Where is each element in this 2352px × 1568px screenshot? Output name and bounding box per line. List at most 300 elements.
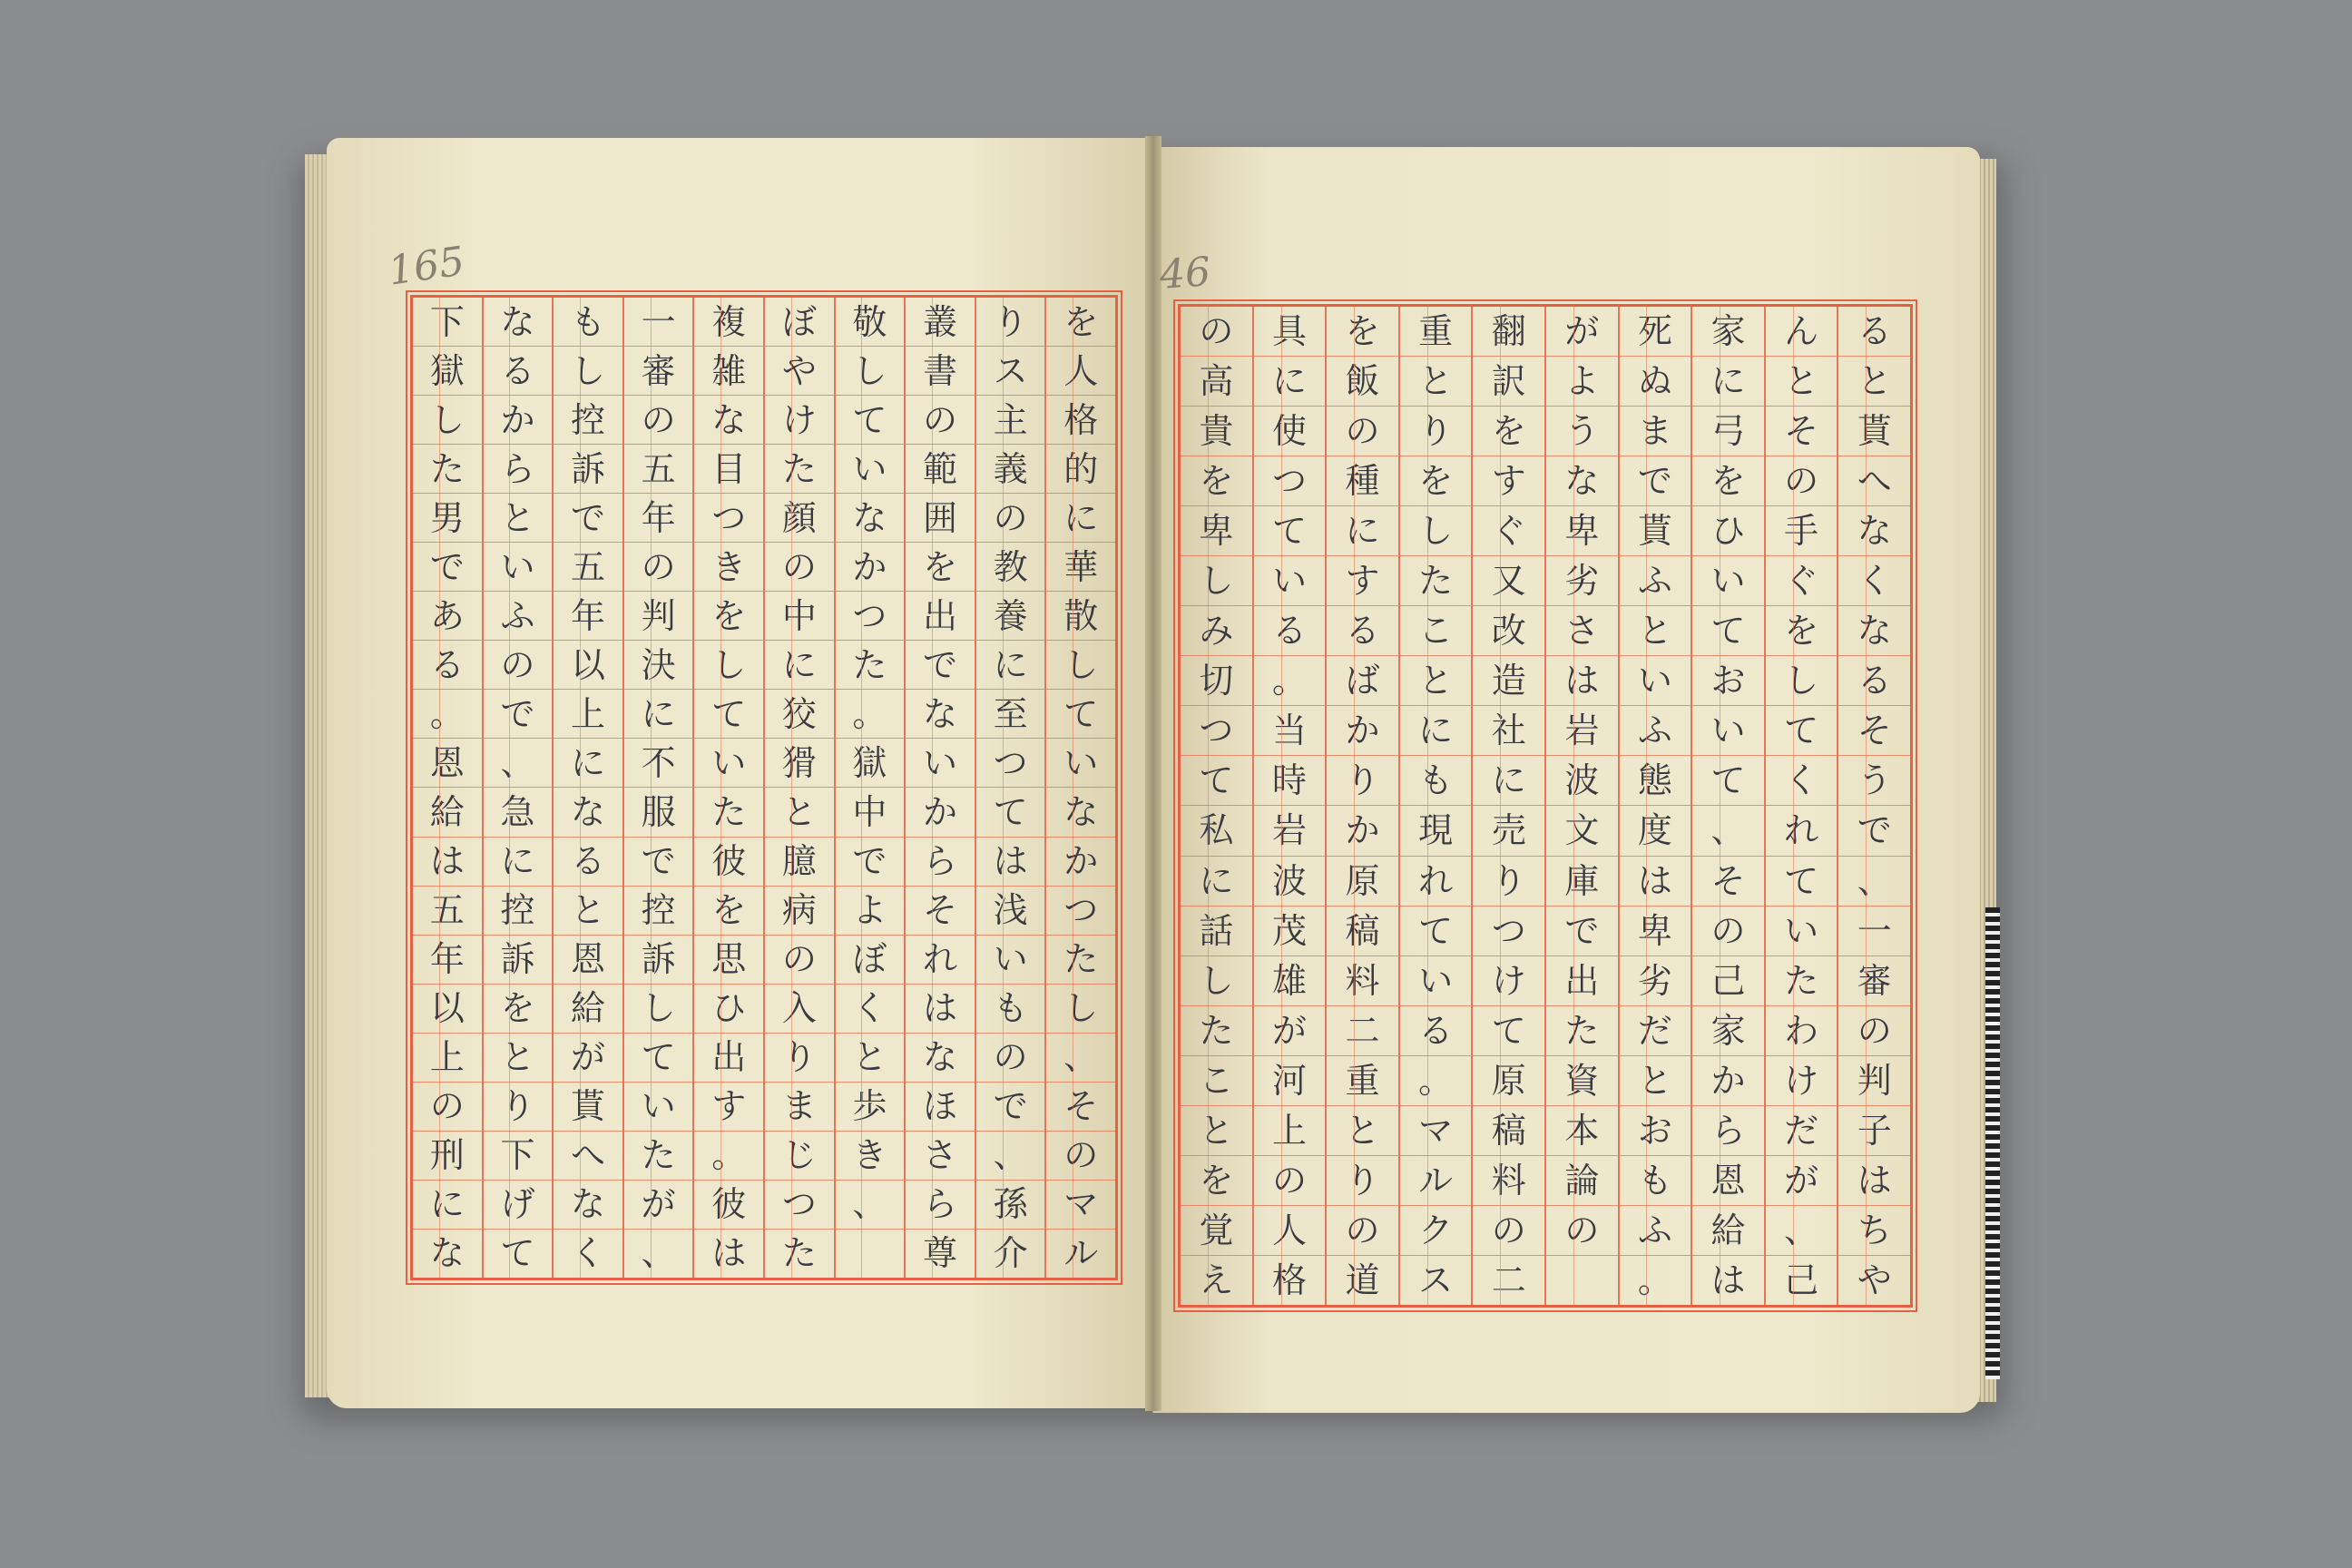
manuscript-cell: 判 [624, 592, 693, 641]
manuscript-column [904, 298, 975, 1278]
manuscript-cell: つ [1254, 456, 1326, 506]
manuscript-cell: 一 [1838, 906, 1910, 956]
manuscript-cell: 劣 [1546, 556, 1618, 606]
manuscript-cell: の [484, 641, 553, 690]
manuscript-cell: 浅 [976, 887, 1045, 936]
manuscript-cell: 。 [694, 1132, 763, 1181]
manuscript-cell: 原 [1473, 1056, 1544, 1106]
manuscript-column [763, 298, 834, 1278]
manuscript-cell: な [836, 494, 905, 543]
manuscript-cell: を [1181, 456, 1252, 506]
right-page-number: 46 [1158, 249, 1212, 299]
manuscript-cell: る [1838, 656, 1910, 706]
manuscript-column [975, 298, 1045, 1278]
manuscript-cell: い [1766, 906, 1838, 956]
manuscript-cell: 控 [554, 396, 622, 445]
manuscript-cell: り [1473, 857, 1544, 906]
manuscript-cell: り [1327, 1156, 1398, 1206]
manuscript-cell: に [1046, 494, 1115, 543]
manuscript-cell: 出 [694, 1034, 763, 1083]
manuscript-cell: き [836, 1132, 905, 1181]
manuscript-cell: 原 [1327, 857, 1398, 906]
manuscript-cell: よ [836, 887, 905, 936]
manuscript-cell: 、 [641, 1233, 676, 1274]
manuscript-cell: で [1838, 806, 1910, 856]
manuscript-cell: で [1546, 906, 1618, 956]
manuscript-cell: を [694, 887, 763, 936]
manuscript-column [1471, 307, 1544, 1305]
manuscript-cell: 臆 [765, 838, 834, 887]
manuscript-cell: 雑 [694, 347, 763, 396]
manuscript-cell: 孫 [976, 1181, 1045, 1230]
manuscript-cell: な [906, 690, 975, 739]
manuscript-cell: ぼ [836, 936, 905, 985]
manuscript-cell: 下 [484, 1132, 553, 1181]
manuscript-cell: 目 [694, 445, 763, 494]
manuscript-cell: 度 [1620, 806, 1691, 856]
manuscript-cell: は [1710, 1259, 1746, 1300]
manuscript-cell: 華 [1046, 543, 1115, 592]
manuscript-cell: か [1046, 838, 1115, 887]
manuscript-cell: に [1692, 357, 1764, 407]
manuscript-cell: ぼ [765, 298, 834, 347]
manuscript-cell: た [1546, 1006, 1618, 1056]
manuscript-cell: げ [484, 1181, 553, 1230]
manuscript-cell: に [624, 690, 693, 739]
manuscript-cell: ま [1620, 407, 1691, 456]
manuscript-cell: の [1692, 906, 1764, 956]
manuscript-cell: 貰 [554, 1083, 622, 1132]
manuscript-cell: 重 [1327, 1056, 1398, 1106]
manuscript-cell: て [1692, 606, 1764, 656]
manuscript-cell: な [554, 788, 622, 837]
book-gutter [1145, 136, 1161, 1411]
manuscript-cell: さ [906, 1132, 975, 1181]
manuscript-cell: は [906, 985, 975, 1034]
manuscript-cell: か [1327, 706, 1398, 756]
manuscript-cell: の [976, 1034, 1045, 1083]
manuscript-cell: ル [1063, 1233, 1099, 1274]
manuscript-cell: 控 [484, 887, 553, 936]
manuscript-cell: い [1692, 556, 1764, 606]
manuscript-cell: 、 [836, 1181, 905, 1230]
manuscript-cell: や [1857, 1259, 1892, 1300]
manuscript-cell: た [1766, 956, 1838, 1006]
manuscript-column [1044, 298, 1115, 1278]
manuscript-cell: り [484, 1083, 553, 1132]
manuscript-cell: 控 [624, 887, 693, 936]
manuscript-cell: れ [1766, 806, 1838, 856]
manuscript-cell: 病 [765, 887, 834, 936]
manuscript-cell: の [1181, 307, 1252, 357]
manuscript-cell: 上 [554, 690, 622, 739]
manuscript-cell: 給 [554, 985, 622, 1034]
manuscript-cell: い [694, 739, 763, 788]
manuscript-cell: マ [1046, 1181, 1115, 1230]
manuscript-cell: を [1181, 1156, 1252, 1206]
manuscript-cell: だ [1766, 1106, 1838, 1156]
manuscript-cell: 至 [976, 690, 1045, 739]
manuscript-cell: に [413, 1181, 482, 1230]
manuscript-cell: 審 [624, 347, 693, 396]
manuscript-column [622, 298, 693, 1278]
manuscript-cell: る [1327, 606, 1398, 656]
manuscript-cell: い [1692, 706, 1764, 756]
manuscript-cell: は [1620, 857, 1691, 906]
manuscript-cell: く [1766, 756, 1838, 806]
manuscript-cell: ひ [1692, 506, 1764, 556]
manuscript-cell: 弓 [1692, 407, 1764, 456]
manuscript-cell: 五 [554, 543, 622, 592]
manuscript-cell: な [694, 396, 763, 445]
manuscript-cell: る [413, 641, 482, 690]
manuscript-cell: と [1327, 1106, 1398, 1156]
manuscript-cell: て [1400, 906, 1472, 956]
manuscript-cell: な [1546, 456, 1618, 506]
manuscript-cell: の [1046, 1132, 1115, 1181]
manuscript-cell: れ [1400, 857, 1472, 906]
manuscript-cell: ス [1418, 1259, 1454, 1300]
manuscript-cell: 現 [1400, 806, 1472, 856]
manuscript-column [552, 298, 622, 1278]
manuscript-column [1764, 307, 1838, 1305]
manuscript-cell: 年 [624, 494, 693, 543]
manuscript-cell: け [1473, 956, 1544, 1006]
manuscript-cell: 人 [1254, 1206, 1326, 1256]
manuscript-cell: 人 [1046, 347, 1115, 396]
manuscript-cell: な [554, 1181, 622, 1230]
manuscript-cell: で [906, 641, 975, 690]
manuscript-cell: の [906, 396, 975, 445]
manuscript-cell: を [1327, 307, 1398, 357]
manuscript-cell: 貰 [1838, 407, 1910, 456]
manuscript-cell: に [765, 641, 834, 690]
manuscript-cell: 料 [1327, 956, 1398, 1006]
manuscript-cell: ち [1838, 1206, 1910, 1256]
manuscript-cell: 劣 [1620, 956, 1691, 1006]
manuscript-cell: ふ [1620, 706, 1691, 756]
manuscript-cell: じ [765, 1132, 834, 1181]
manuscript-cell: を [694, 592, 763, 641]
manuscript-cell: で [484, 690, 553, 739]
manuscript-cell: な [1838, 606, 1910, 656]
manuscript-cell: を [1692, 456, 1764, 506]
manuscript-cell: た [836, 641, 905, 690]
manuscript-cell: を [1046, 298, 1115, 347]
manuscript-cell: す [694, 1083, 763, 1132]
manuscript-cell: い [484, 543, 553, 592]
manuscript-cell: ば [1327, 656, 1398, 706]
manuscript-column [692, 298, 763, 1278]
manuscript-cell: く [571, 1233, 606, 1274]
manuscript-cell: 獄 [836, 739, 905, 788]
manuscript-cell: 叢 [906, 298, 975, 347]
manuscript-cell: よ [1546, 357, 1618, 407]
manuscript-cell: 話 [1181, 906, 1252, 956]
manuscript-cell: の [1838, 1006, 1910, 1056]
manuscript-cell: に [976, 641, 1045, 690]
manuscript-cell: か [1327, 806, 1398, 856]
manuscript-cell: た [413, 445, 482, 494]
manuscript-cell: に [1254, 357, 1326, 407]
manuscript-cell: 飯 [1327, 357, 1398, 407]
manuscript-cell: 複 [694, 298, 763, 347]
manuscript-cell: 男 [413, 494, 482, 543]
manuscript-cell [1546, 1256, 1618, 1305]
manuscript-cell: と [1181, 1106, 1252, 1156]
manuscript-cell: の [765, 543, 834, 592]
manuscript-cell: は [1838, 1156, 1910, 1206]
manuscript-cell: 介 [993, 1233, 1028, 1274]
manuscript-cell: る [1254, 606, 1326, 656]
manuscript-cell: に [1400, 706, 1472, 756]
manuscript-cell: て [1473, 1006, 1544, 1056]
manuscript-cell: 卑 [1181, 506, 1252, 556]
manuscript-cell: た [1046, 936, 1115, 985]
manuscript-cell: 服 [624, 788, 693, 837]
manuscript-cell: 主 [976, 396, 1045, 445]
manuscript-cell: わ [1766, 1006, 1838, 1056]
manuscript-cell: が [1766, 1156, 1838, 1206]
manuscript-cell: 、 [1046, 1034, 1115, 1083]
manuscript-cell: か [484, 396, 553, 445]
manuscript-cell: 造 [1473, 656, 1544, 706]
manuscript-cell: 資 [1546, 1056, 1618, 1106]
manuscript-cell: 判 [1838, 1056, 1910, 1106]
manuscript-cell: が [554, 1034, 622, 1083]
manuscript-cell: つ [1473, 906, 1544, 956]
manuscript-cell: 中 [765, 592, 834, 641]
manuscript-cell: か [1692, 1056, 1764, 1106]
manuscript-cell: 出 [906, 592, 975, 641]
manuscript-cell: 下 [413, 298, 482, 347]
manuscript-cell: な [429, 1233, 465, 1274]
manuscript-cell: か [906, 788, 975, 837]
manuscript-cell: の [976, 494, 1045, 543]
manuscript-cell: 訴 [554, 445, 622, 494]
manuscript-column [1398, 307, 1472, 1305]
manuscript-cell: 具 [1254, 307, 1326, 357]
manuscript-cell: り [1327, 756, 1398, 806]
manuscript-cell: れ [906, 936, 975, 985]
manuscript-cell: し [624, 985, 693, 1034]
manuscript-cell: 社 [1473, 706, 1544, 756]
manuscript-column [413, 298, 482, 1278]
manuscript-cell: ぬ [1620, 357, 1691, 407]
manuscript-cell: 、 [1838, 857, 1910, 906]
manuscript-cell: し [1400, 506, 1472, 556]
manuscript-cell: 敬 [836, 298, 905, 347]
manuscript-cell: つ [836, 592, 905, 641]
manuscript-cell: 審 [1838, 956, 1910, 1006]
manuscript-cell: を [906, 543, 975, 592]
manuscript-cell: を [1766, 606, 1838, 656]
manuscript-cell: 訴 [484, 936, 553, 985]
manuscript-cell: へ [554, 1132, 622, 1181]
manuscript-cell: 波 [1546, 756, 1618, 806]
manuscript-cell: 散 [1046, 592, 1115, 641]
manuscript-cell: や [765, 347, 834, 396]
manuscript-cell: の [1473, 1206, 1544, 1256]
manuscript-cell: て [624, 1034, 693, 1083]
manuscript-cell: で [836, 838, 905, 887]
manuscript-cell: 不 [624, 739, 693, 788]
manuscript-cell: 貰 [1620, 506, 1691, 556]
bookmark-strip [1985, 907, 2000, 1379]
manuscript-cell: 彼 [694, 1181, 763, 1230]
manuscript-cell: 手 [1766, 506, 1838, 556]
manuscript-cell: 波 [1254, 857, 1326, 906]
manuscript-cell: き [694, 543, 763, 592]
manuscript-cell: の [624, 543, 693, 592]
manuscript-cell: 、 [1692, 806, 1764, 856]
manuscript-cell: る [1400, 1006, 1472, 1056]
manuscript-cell: る [484, 347, 553, 396]
manuscript-cell: 私 [1181, 806, 1252, 856]
manuscript-cell: 岩 [1546, 706, 1618, 756]
manuscript-cell: と [1400, 656, 1472, 706]
manuscript-cell: ん [1766, 307, 1838, 357]
manuscript-cell: ら [906, 1181, 975, 1230]
manuscript-cell: 雄 [1254, 956, 1326, 1006]
manuscript-cell: お [1620, 1106, 1691, 1156]
manuscript-cell: う [1838, 756, 1910, 806]
manuscript-cell: 覚 [1181, 1206, 1252, 1256]
manuscript-cell: が [1254, 1006, 1326, 1056]
manuscript-cell: 本 [1546, 1106, 1618, 1156]
manuscript-cell: ふ [484, 592, 553, 641]
manuscript-cell: を [1400, 456, 1472, 506]
manuscript-cell: 家 [1692, 1006, 1764, 1056]
manuscript-cell: 、 [484, 739, 553, 788]
manuscript-cell: も [1400, 756, 1472, 806]
manuscript-cell: 使 [1254, 407, 1326, 456]
manuscript-cell: あ [413, 592, 482, 641]
manuscript-cell: て [1766, 857, 1838, 906]
manuscript-column [1618, 307, 1691, 1305]
manuscript-cell: で [624, 838, 693, 887]
manuscript-cell: 獄 [413, 347, 482, 396]
manuscript-cell: 子 [1838, 1106, 1910, 1156]
manuscript-cell: 。 [1254, 656, 1326, 706]
manuscript-cell: の [624, 396, 693, 445]
manuscript-cell: な [1046, 788, 1115, 837]
manuscript-cell: と [1838, 357, 1910, 407]
manuscript-cell: 恩 [554, 936, 622, 985]
manuscript-cell: こ [1181, 1056, 1252, 1106]
manuscript-cell: り [976, 298, 1045, 347]
manuscript-cell: 種 [1327, 456, 1398, 506]
manuscript-cell: へ [1838, 456, 1910, 506]
manuscript-cell: 養 [976, 592, 1045, 641]
manuscript-cell: 刑 [413, 1132, 482, 1181]
manuscript-cell: を [1473, 407, 1544, 456]
manuscript-cell: そ [1838, 706, 1910, 756]
right-manuscript-grid [1178, 304, 1913, 1308]
manuscript-cell: も [554, 298, 622, 347]
manuscript-cell: 稿 [1473, 1106, 1544, 1156]
manuscript-cell: す [1327, 556, 1398, 606]
manuscript-cell: も [1620, 1156, 1691, 1206]
manuscript-cell: 的 [1046, 445, 1115, 494]
manuscript-cell: と [554, 887, 622, 936]
manuscript-cell: そ [1766, 407, 1838, 456]
manuscript-cell: る [1838, 307, 1910, 357]
manuscript-cell: な [484, 298, 553, 347]
manuscript-cell: た [781, 1233, 817, 1274]
manuscript-column [834, 298, 905, 1278]
manuscript-cell: に [1181, 857, 1252, 906]
manuscript-cell: て [694, 690, 763, 739]
manuscript-cell: 卑 [1546, 506, 1618, 556]
manuscript-cell: 書 [906, 347, 975, 396]
manuscript-cell: の [765, 936, 834, 985]
left-manuscript-grid [410, 295, 1118, 1280]
manuscript-cell: 切 [1181, 656, 1252, 706]
manuscript-cell: 己 [1692, 956, 1764, 1006]
manuscript-column [482, 298, 553, 1278]
manuscript-cell: な [1838, 506, 1910, 556]
manuscript-cell: な [906, 1034, 975, 1083]
manuscript-cell: 訳 [1473, 357, 1544, 407]
manuscript-column [1252, 307, 1326, 1305]
manuscript-cell: つ [765, 1181, 834, 1230]
manuscript-cell: 、 [976, 1132, 1045, 1181]
manuscript-cell: 岩 [1254, 806, 1326, 856]
manuscript-cell: 卑 [1620, 906, 1691, 956]
manuscript-cell: 二 [1327, 1006, 1398, 1056]
manuscript-cell: と [1620, 606, 1691, 656]
manuscript-cell: 中 [836, 788, 905, 837]
manuscript-cell: が [624, 1181, 693, 1230]
manuscript-cell: 貴 [1181, 407, 1252, 456]
manuscript-cell: 、 [1766, 1206, 1838, 1256]
manuscript-cell: 時 [1254, 756, 1326, 806]
manuscript-cell: そ [1046, 1083, 1115, 1132]
manuscript-cell: 年 [554, 592, 622, 641]
manuscript-cell: 歩 [836, 1083, 905, 1132]
manuscript-cell: た [765, 445, 834, 494]
manuscript-cell: 上 [413, 1034, 482, 1083]
manuscript-cell: い [624, 1083, 693, 1132]
manuscript-cell: い [1620, 656, 1691, 706]
manuscript-cell: し [1181, 956, 1252, 1006]
manuscript-cell: つ [976, 739, 1045, 788]
manuscript-cell: 恩 [413, 739, 482, 788]
manuscript-cell: 以 [554, 641, 622, 690]
manuscript-cell: り [765, 1034, 834, 1083]
manuscript-cell: 思 [694, 936, 763, 985]
manuscript-cell: 一 [624, 298, 693, 347]
manuscript-cell: し [1046, 985, 1115, 1034]
manuscript-cell: 入 [765, 985, 834, 1034]
manuscript-cell: 茂 [1254, 906, 1326, 956]
manuscript-cell: く [836, 985, 905, 1034]
manuscript-cell: 論 [1546, 1156, 1618, 1206]
manuscript-cell: 態 [1620, 756, 1691, 806]
manuscript-cell: は [1546, 656, 1618, 706]
manuscript-cell: つ [1181, 706, 1252, 756]
manuscript-cell: と [484, 1034, 553, 1083]
manuscript-cell: 決 [624, 641, 693, 690]
manuscript-cell: し [1181, 556, 1252, 606]
manuscript-cell: で [554, 494, 622, 543]
manuscript-cell: つ [1046, 887, 1115, 936]
manuscript-cell [836, 1230, 905, 1278]
manuscript-cell: 上 [1254, 1106, 1326, 1156]
manuscript-cell: し [1766, 656, 1838, 706]
manuscript-cell: 尊 [923, 1233, 958, 1274]
